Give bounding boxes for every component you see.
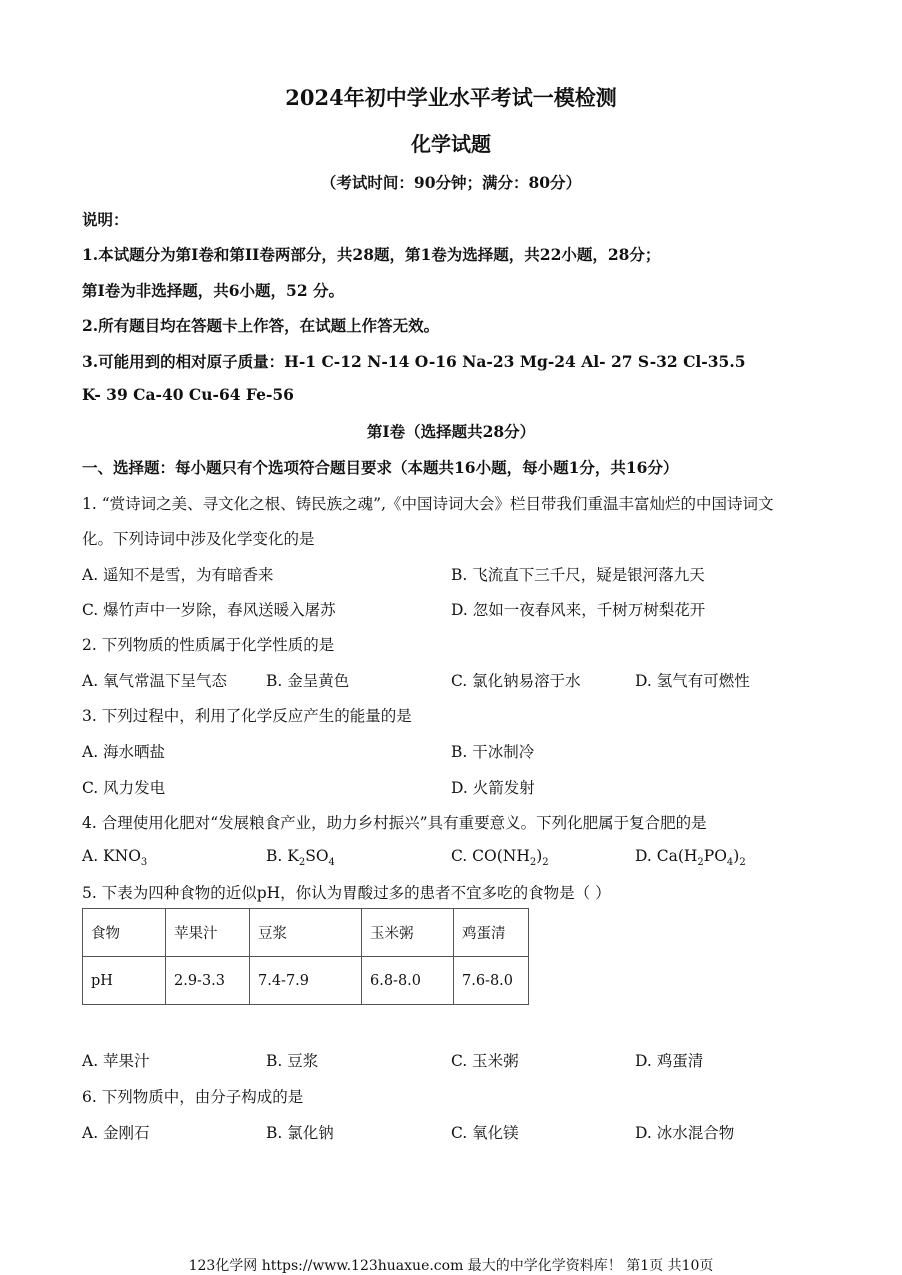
note-1b: 第I卷为非选择题，共6小题，52 分。: [82, 281, 345, 300]
q5-option-c: C. 玉米粥: [451, 1052, 519, 1070]
part-1-heading: 一、选择题：每小题只有个选项符合题目要求（本题共16小题，每小题1分，共16分）: [82, 458, 679, 477]
q3-option-a: A. 海水晒盐: [82, 743, 166, 761]
q6-option-a: A. 金刚石: [82, 1124, 150, 1142]
q6-option-b: B. 氯化钠: [266, 1124, 334, 1142]
page-footer: 123化学网 https://www.123huaxue.com 最大的中学化学资料库！ 第1页 共10页: [188, 1258, 714, 1274]
subject-title: 化学试题: [411, 132, 491, 156]
q6-stem: 6. 下列物质中，由分子构成的是: [82, 1088, 304, 1106]
table-cell: 食物: [83, 909, 166, 957]
q3-stem: 3. 下列过程中，利用了化学反应产生的能量的是: [82, 707, 412, 725]
q1-option-b: B. 飞流直下三千尺，疑是银河落九天: [451, 566, 705, 584]
exam-info: （考试时间：90分钟；满分：80分）: [320, 173, 582, 192]
note-2: 2.所有题目均在答题卡上作答，在试题上作答无效。: [82, 316, 440, 335]
q3-option-d: D. 火箭发射: [451, 779, 535, 797]
notes-heading: 说明：: [82, 210, 129, 229]
q1-option-d: D. 忽如一夜春风来，千树万树梨花开: [451, 601, 706, 619]
q6-option-d: D. 冰水混合物: [635, 1124, 735, 1142]
q4-option-a: A. $KNO_3$: [82, 847, 148, 869]
q1-stem-a: 1. “赏诗词之美、寻文化之根、铸民族之魂”,《中国诗词大会》栏目带我们重温丰富灿烂的中国诗词文: [82, 495, 774, 513]
table-cell: 2.9-3.3: [166, 957, 250, 1005]
q1-stem-b: 化。下列诗词中涉及化学变化的是: [82, 530, 315, 548]
table-row: [83, 909, 529, 957]
table-row: [83, 957, 529, 1005]
q2-option-a: A. 氧气常温下呈气态: [82, 672, 228, 690]
q1-option-a: A. 遥知不是雪，为有暗香来: [82, 566, 274, 584]
note-3b: K- 39 Ca-40 Cu-64 Fe-56: [82, 385, 294, 404]
q2-option-b: B. 金呈黄色: [266, 672, 350, 690]
q4-option-c: C. $CO(NH_2)_2$: [451, 847, 549, 869]
q6-option-c: C. 氧化镁: [451, 1124, 519, 1142]
section-title: 第I卷（选择题共28分）: [366, 422, 536, 441]
table-cell: 7.6-8.0: [454, 957, 529, 1005]
table-cell: 豆浆: [250, 909, 362, 957]
q5-option-d: D. 鸡蛋清: [635, 1052, 704, 1070]
q5-stem: 5. 下表为四种食物的近似pH，你认为胃酸过多的患者不宜多吃的食物是（ ）: [82, 884, 611, 902]
table-cell: 鸡蛋清: [454, 909, 529, 957]
q2-option-d: D. 氢气有可燃性: [635, 672, 750, 690]
q4-stem: 4. 合理使用化肥对“发展粮食产业，助力乡村振兴”具有重要意义。下列化肥属于复合肥的是: [82, 814, 707, 832]
table-cell: 7.4-7.9: [250, 957, 362, 1005]
q2-option-c: C. 氯化钠易溶于水: [451, 672, 581, 690]
table-cell: 6.8-8.0: [362, 957, 454, 1005]
table-cell: 苹果汁: [166, 909, 250, 957]
exam-title: 2024年初中学业水平考试一模检测: [285, 85, 617, 110]
table-cell: 玉米粥: [362, 909, 454, 957]
q4-option-d: D. $Ca(H_2PO_4)_2$: [635, 847, 746, 869]
table-cell: pH: [83, 957, 166, 1005]
q2-stem: 2. 下列物质的性质属于化学性质的是: [82, 636, 335, 654]
q5-option-a: A. 苹果汁: [82, 1052, 150, 1070]
q3-option-c: C. 风力发电: [82, 779, 166, 797]
note-1: 1.本试题分为第I卷和第II卷两部分，共28题，第1卷为选择题，共22小题，28分；: [82, 245, 661, 264]
q3-option-b: B. 干冰制冷: [451, 743, 535, 761]
q5-option-b: B. 豆浆: [266, 1052, 319, 1070]
ph-table: [82, 908, 529, 1005]
note-3: 3.可能用到的相对原子质量：H-1 C-12 N-14 O-16 Na-23 Mg-24 Al- 27 S-32 Cl-35.5: [82, 352, 746, 371]
q4-option-b: B. $K_2SO_4$: [266, 847, 335, 869]
q1-option-c: C. 爆竹声中一岁除，春风送暖入屠苏: [82, 601, 336, 619]
